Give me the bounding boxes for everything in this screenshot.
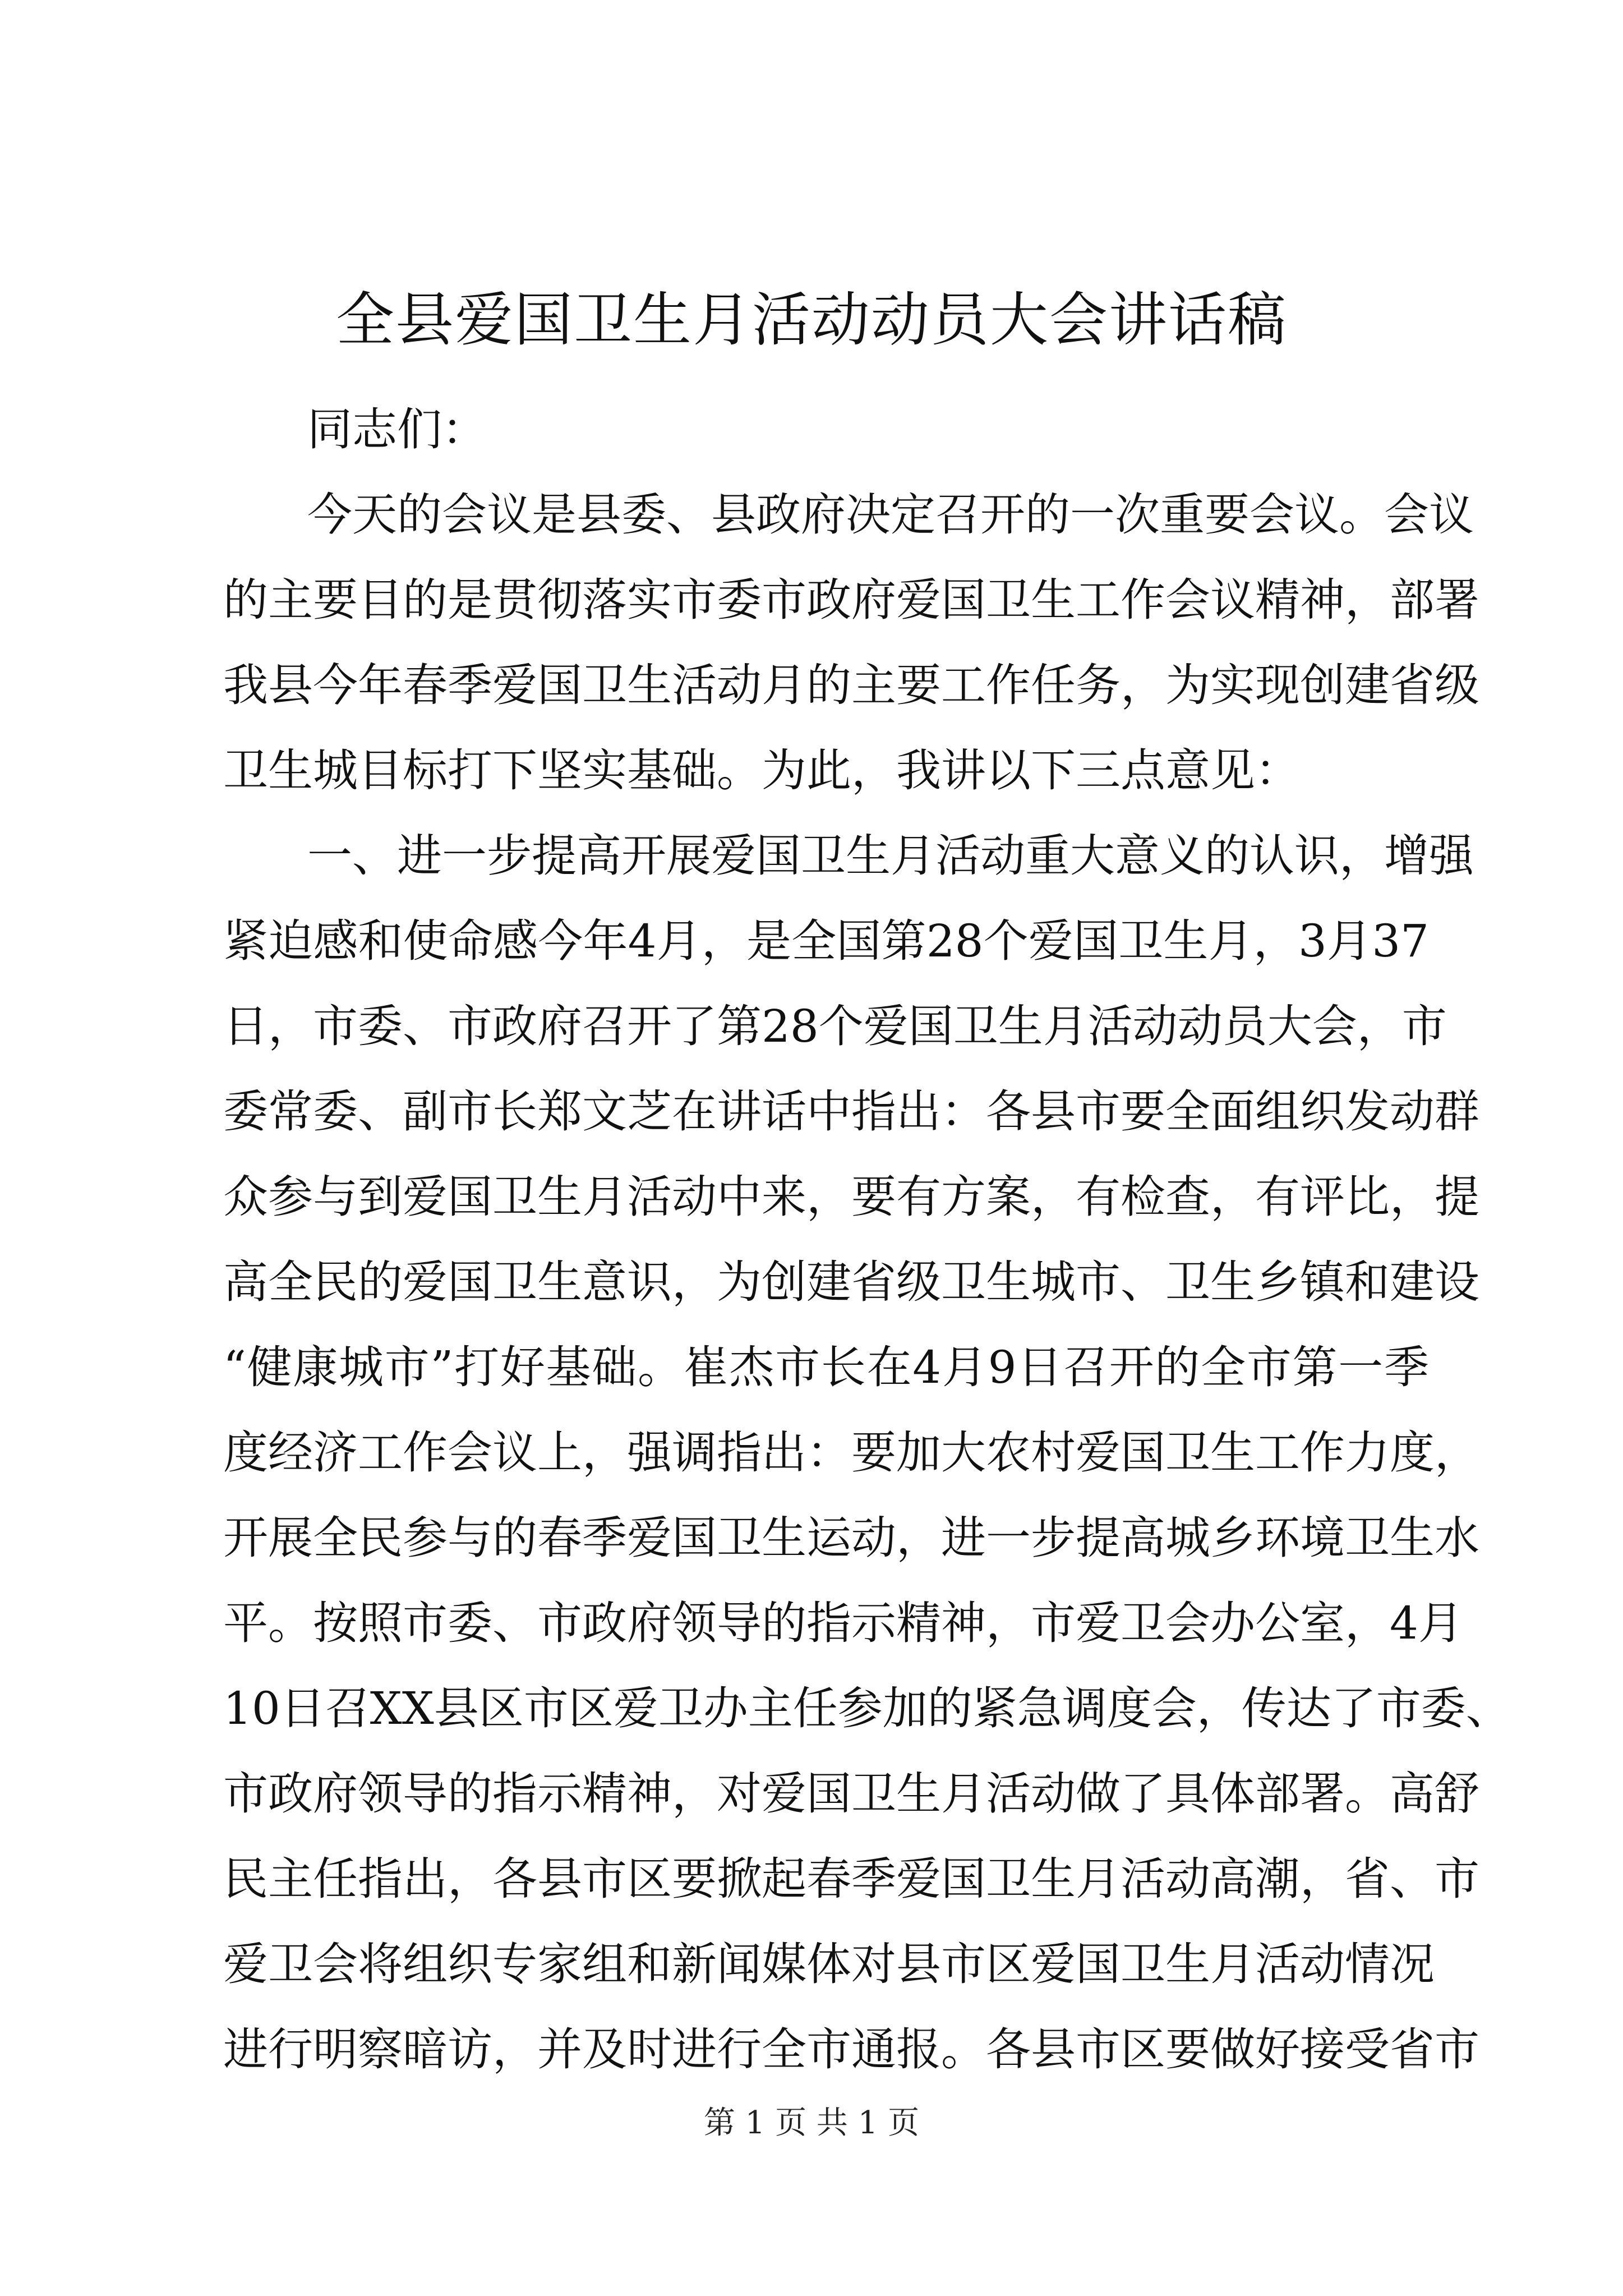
paragraph-line: 我县今年春季爱国卫生活动月的主要工作任务，为实现创建省级 xyxy=(223,659,1479,711)
document-title: 全县爱国卫生月活动动员大会讲话稿 xyxy=(335,286,1287,354)
page-footer: 第 1 页 共 1 页 xyxy=(703,2105,920,2141)
paragraph-line: 开展全民参与的春季爱国卫生运动，进一步提高城乡环境卫生水 xyxy=(223,1512,1479,1564)
paragraph-line: 众参与到爱国卫生月活动中来，要有方案，有检查，有评比，提 xyxy=(223,1171,1479,1223)
paragraph-line: 一、进一步提高开展爱国卫生月活动重大意义的认识，增强 xyxy=(307,830,1474,882)
paragraph-line: 委常委、副市长郑文芝在讲话中指出：各县市要全面组织发动群 xyxy=(223,1085,1479,1138)
paragraph-line: 卫生城目标打下坚实基础。为此，我讲以下三点意见： xyxy=(223,744,1300,797)
paragraph-line: “健康城市”打好基础。崔杰市长在4月9日召开的全市第一季 xyxy=(223,1341,1429,1393)
paragraph-line: 市政府领导的指示精神，对爱国卫生月活动做了具体部署。高舒 xyxy=(223,1768,1479,1820)
document-body xyxy=(223,387,1511,2092)
paragraph-line: 紧迫感和使命感今年4月，是全国第28个爱国卫生月，3月37 xyxy=(223,915,1429,967)
paragraph-line: 10日召XX县区市区爱卫办主任参加的紧急调度会，传达了市委、 xyxy=(223,1682,1511,1734)
paragraph-line: 度经济工作会议上，强调指出：要加大农村爱国卫生工作力度， xyxy=(223,1427,1479,1479)
paragraph-line: 高全民的爱国卫生意识，为创建省级卫生城市、卫生乡镇和建设 xyxy=(223,1256,1479,1308)
paragraph-line: 的主要目的是贯彻落实市委市政府爱国卫生工作会议精神，部署 xyxy=(223,574,1479,626)
paragraph-line: 民主任指出，各县市区要掀起春季爱国卫生月活动高潮，省、市 xyxy=(223,1853,1479,1905)
paragraph-line: 进行明察暗访，并及时进行全市通报。各县市区要做好接受省市 xyxy=(223,2023,1479,2076)
paragraph-line: 今天的会议是县委、县政府决定召开的一次重要会议。会议 xyxy=(307,489,1474,541)
paragraph-line: 日，市委、市政府召开了第28个爱国卫生月活动动员大会，市 xyxy=(223,1000,1447,1052)
paragraph-line: 爱卫会将组织专家组和新闻媒体对县市区爱国卫生月活动情况 xyxy=(223,1938,1435,1990)
paragraph-line: 平。按照市委、市政府领导的指示精神，市爱卫会办公室，4月 xyxy=(223,1597,1463,1649)
salutation-line: 同志们： xyxy=(307,403,487,455)
